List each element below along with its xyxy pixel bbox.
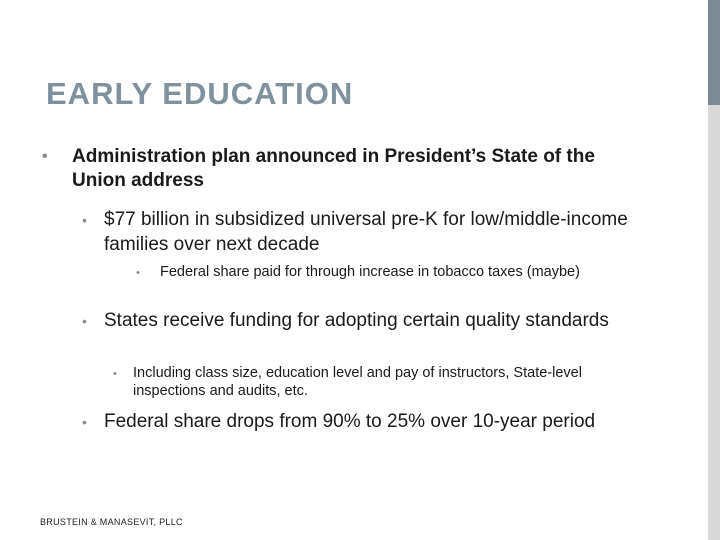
bullet-text: Administration plan announced in President’s State of the Union address	[72, 146, 595, 191]
bullet-marker: •	[82, 313, 87, 329]
bullet-text: Federal share paid for through increase in tobacco taxes (maybe)	[160, 264, 580, 280]
bullet-level-3	[113, 364, 633, 400]
bullet-text: $77 billion in subsidized universal pre-K for low/middle-income families over next decade	[104, 209, 628, 255]
bullet-level-2	[82, 409, 642, 434]
bullet-text: Including class size, education level and pay of instructors, State-level inspections and audits, etc.	[133, 365, 582, 399]
bullet-marker: •	[136, 267, 140, 279]
bullet-marker: •	[42, 148, 48, 165]
bullet-level-3	[136, 263, 636, 281]
footer-firm-name: BRUSTEIN & MANASEVIT, PLLC	[40, 517, 183, 527]
bullet-marker: •	[82, 414, 87, 430]
bullet-text: States receive funding for adopting certain quality standards	[104, 310, 609, 331]
bullet-level-1	[42, 145, 622, 193]
bullet-level-2	[82, 207, 642, 257]
bullet-text: Federal share drops from 90% to 25% over 10-year period	[104, 411, 596, 432]
bullet-marker: •	[113, 368, 117, 380]
slide-title: EARLY EDUCATION	[46, 76, 354, 111]
side-accent-bar	[708, 0, 720, 105]
bullet-marker: •	[82, 212, 87, 228]
bullet-level-2	[82, 308, 642, 333]
